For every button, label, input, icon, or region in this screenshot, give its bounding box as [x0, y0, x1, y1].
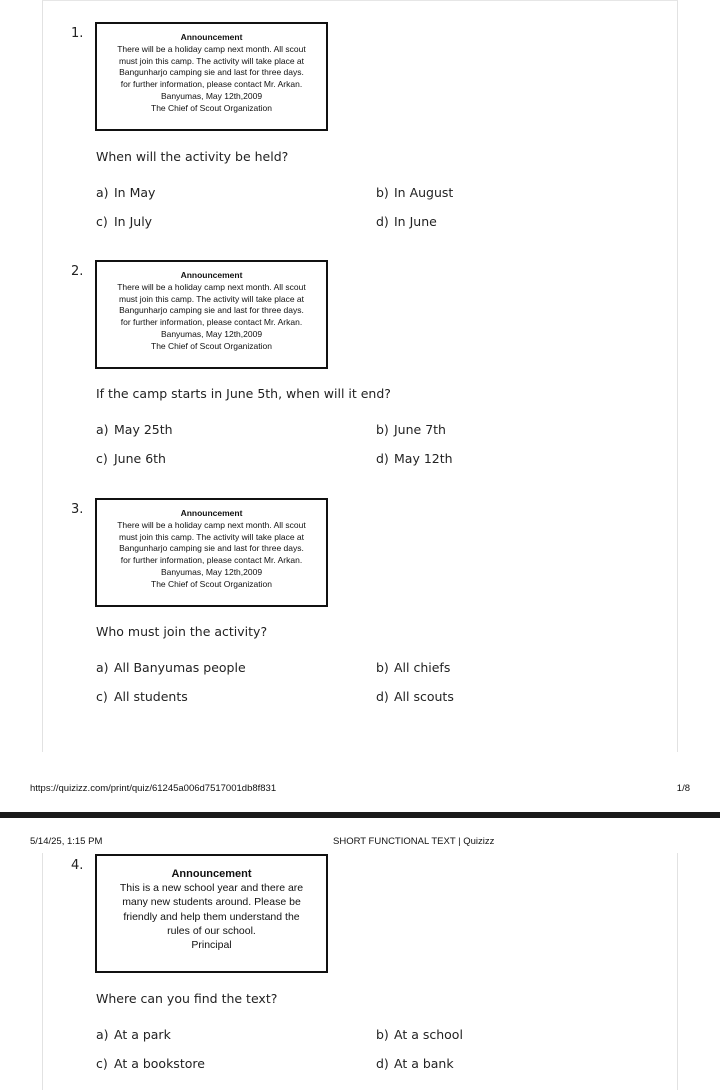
announcement-line: must join this camp. The activity will take place at: [118, 531, 305, 542]
announcement-line: Bangunharjo camping sie and last for three days.: [119, 305, 304, 316]
option-b: b) In August: [376, 185, 454, 200]
announcement-line: There will be a holiday camp next month. All scout: [117, 281, 306, 292]
announcement-line: must join this camp. The activity will take place at: [118, 55, 305, 66]
announcement-line: for further information, please contact Mr. Arkan.: [120, 317, 303, 328]
announcement-line: for further information, please contact Mr. Arkan.: [120, 79, 303, 90]
announcement-line: There will be a holiday camp next month. All scout: [117, 519, 306, 530]
announcement-line: must join this camp. The activity will take place at: [118, 293, 305, 304]
announcement-box: [95, 854, 328, 973]
footer-page-number: 1/8: [676, 783, 690, 794]
announcement-line: The Chief of Scout Organization: [151, 340, 272, 351]
announcement-title: Announcement: [180, 508, 243, 518]
question-text: If the camp starts in June 5th, when will it end?: [96, 386, 391, 401]
option-a: a) May 25th: [96, 422, 173, 437]
announcement-title: Announcement: [180, 270, 243, 280]
announcement-box: [95, 498, 328, 607]
announcement-line: Banyumas, May 12th,2009: [160, 566, 263, 577]
option-b: b) All chiefs: [376, 660, 451, 675]
option-d: d) All scouts: [376, 689, 454, 704]
question-text: When will the activity be held?: [96, 149, 289, 164]
announcement-line: The Chief of Scout Organization: [151, 102, 272, 113]
page-break: [0, 812, 720, 818]
question-number: 3.: [71, 502, 84, 517]
option-c: c) At a bookstore: [96, 1056, 205, 1071]
question-text: Where can you find the text?: [96, 991, 278, 1006]
announcement-title: Announcement: [180, 32, 243, 42]
option-d: d) In June: [376, 214, 437, 229]
announcement-line: Bangunharjo camping sie and last for three days.: [119, 67, 304, 78]
option-a: a) In May: [96, 185, 156, 200]
option-b: b) June 7th: [376, 422, 446, 437]
option-b: b) At a school: [376, 1027, 463, 1042]
option-a: a) At a park: [96, 1027, 171, 1042]
question-number: 1.: [71, 26, 84, 41]
question-text: Who must join the activity?: [96, 624, 268, 639]
announcement-line: for further information, please contact Mr. Arkan.: [120, 555, 303, 566]
option-c: c) In July: [96, 214, 153, 229]
header-title: SHORT FUNCTIONAL TEXT | Quizizz: [333, 836, 495, 847]
announcement-title: Announcement: [171, 868, 252, 880]
announcement-line: Bangunharjo camping sie and last for three days.: [119, 543, 304, 554]
announcement-line: rules of our school.: [167, 924, 256, 937]
question-number: 4.: [71, 858, 84, 873]
announcement-box: [95, 22, 328, 131]
announcement-line: Banyumas, May 12th,2009: [160, 328, 263, 339]
header-datetime: 5/14/25, 1:15 PM: [30, 836, 103, 847]
announcement-line: friendly and help them understand the: [123, 910, 300, 923]
announcement-line: Principal: [191, 939, 232, 952]
announcement-line: many new students around. Please be: [122, 896, 301, 909]
announcement-line: Banyumas, May 12th,2009: [160, 90, 263, 101]
footer-url: https://quizizz.com/print/quiz/61245a006d7517001db8f831: [30, 783, 277, 794]
option-c: c) June 6th: [96, 451, 166, 466]
announcement-line: This is a new school year and there are: [119, 882, 304, 895]
announcement-line: There will be a holiday camp next month. All scout: [117, 43, 306, 54]
option-d: d) At a bank: [376, 1056, 454, 1071]
announcement-box: [95, 260, 328, 369]
option-c: c) All students: [96, 689, 188, 704]
option-d: d) May 12th: [376, 451, 453, 466]
question-number: 2.: [71, 264, 84, 279]
option-a: a) All Banyumas people: [96, 660, 246, 675]
announcement-line: The Chief of Scout Organization: [151, 578, 272, 589]
